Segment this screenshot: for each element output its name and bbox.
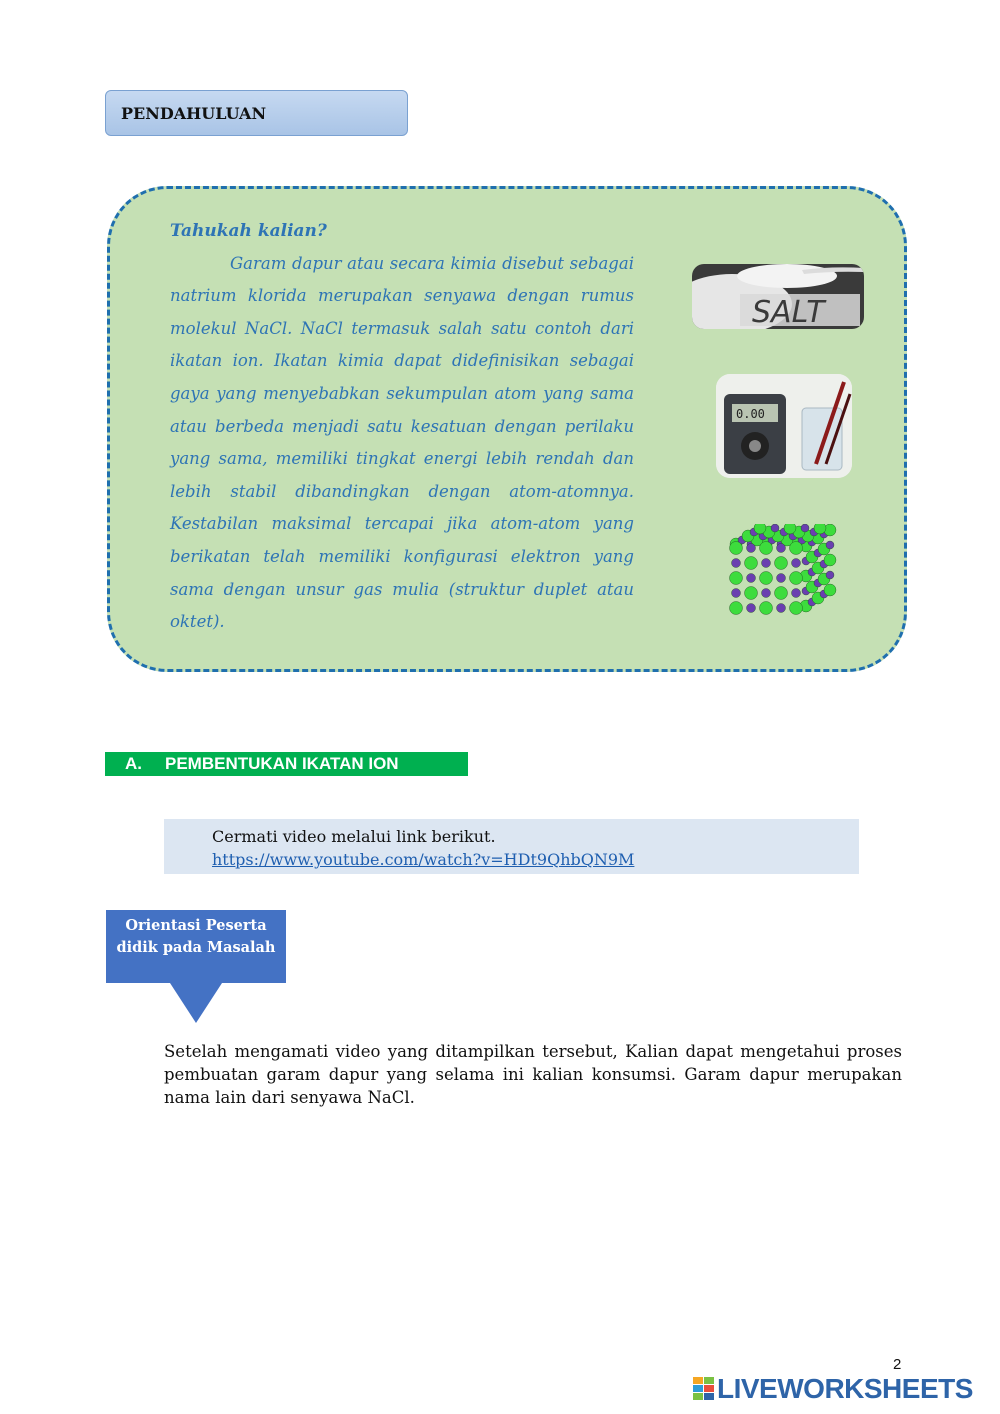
meter-display: 0.00 xyxy=(736,407,765,421)
liveworksheets-logo xyxy=(693,1374,973,1404)
nacl-lattice-image xyxy=(726,524,838,628)
salt-image xyxy=(692,264,864,329)
section-heading-a xyxy=(105,752,468,776)
multimeter-image xyxy=(716,374,852,478)
video-link[interactable]: https://www.youtube.com/watch?v=HDt9QhbQN9M xyxy=(212,850,635,869)
section-heading-pendahuluan: PENDAHULUAN xyxy=(105,90,408,136)
section-number: A. xyxy=(125,754,142,773)
salt-label: SALT xyxy=(752,295,825,329)
down-arrow-icon xyxy=(170,983,222,1023)
orientation-step-box: Orientasi Peserta didik pada Masalah xyxy=(106,910,286,983)
intro-body: Garam dapur atau secara kimia disebut sebagai natrium klorida merupakan senyawa dengan rumus molekul NaCl. NaCl termasuk salah satu contoh dari ikatan ion. Ikatan kimia dapat didefinisikan sebagai gaya yang menyebabkan sekumpulan atom yang sama atau berbeda menjadi satu kesatuan dengan perilaku yang sama, memiliki tingkat energi lebih rendah dan lebih stabil dibandingkan dengan atom-atomnya. Kestabilan maksimal tercapai jika atom-atom yang berikatan telah memiliki konfigurasi elektron yang sama dengan unsur gas mulia (struktur duplet atau oktet). xyxy=(170,253,634,632)
intro-text-block xyxy=(170,215,634,639)
video-link-box xyxy=(164,819,859,874)
section-title: PEMBENTUKAN IKATAN ION xyxy=(165,754,399,773)
video-instruction: Cermati video melalui link berikut. xyxy=(212,827,496,846)
page-number: 2 xyxy=(893,1356,902,1373)
brand-name: LIVEWORKSHEETS xyxy=(717,1373,973,1404)
intro-title: Tahukah kalian? xyxy=(170,221,327,241)
body-paragraph: Setelah mengamati video yang ditampilkan tersebut, Kalian dapat mengetahui proses pembuatan garam dapur yang selama ini kalian konsumsi. Garam dapur merupakan nama lain dari senyawa NaCl. xyxy=(164,1042,902,1107)
liveworksheets-icon xyxy=(693,1377,715,1401)
